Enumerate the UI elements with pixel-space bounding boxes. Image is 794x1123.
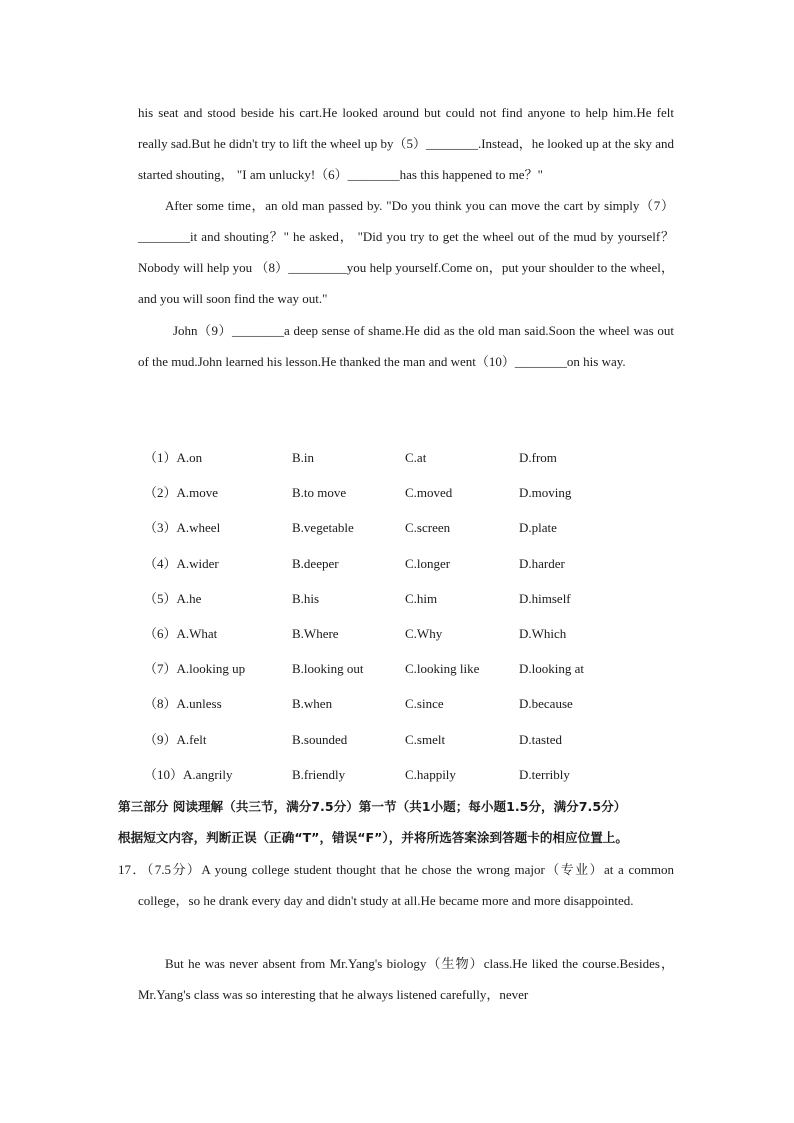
- option-a: （10）A.angrily: [144, 766, 233, 782]
- option-row-10: [144, 759, 664, 794]
- option-b: B.Where: [292, 625, 339, 641]
- option-row-5: [144, 583, 664, 618]
- option-row-4: [144, 548, 664, 583]
- option-c: C.longer: [405, 555, 451, 571]
- option-b: B.to move: [292, 485, 347, 501]
- option-b: B.looking out: [292, 661, 364, 677]
- option-b: B.friendly: [292, 766, 346, 782]
- option-d: D.tasted: [519, 731, 562, 747]
- option-b: B.sounded: [292, 731, 348, 747]
- question-17-paragraph-1: 17．（7.5分）A young college student thought that he chose the wrong major（专业）at a common college，so he drank every day and didn't study at all.He became more and more disappointed.: [118, 862, 674, 908]
- option-row-8: [144, 688, 664, 723]
- option-b: B.when: [292, 696, 333, 712]
- option-d: D.himself: [519, 590, 571, 606]
- option-c: C.moved: [405, 485, 453, 501]
- passage-paragraph-3: John（9）________a deep sense of shame.He did as the old man said.Soon the wheel was out of the mud.John learned his lesson.He thanked the man and went（10）________on his way.: [138, 323, 674, 369]
- option-c: C.happily: [405, 766, 456, 782]
- options-list: [144, 442, 664, 794]
- option-d: D.harder: [519, 555, 565, 571]
- option-d: D.from: [519, 450, 557, 465]
- option-d: D.moving: [519, 485, 572, 501]
- option-b: B.his: [292, 590, 320, 606]
- option-c: C.him: [405, 590, 438, 606]
- question-17-paragraph-2: But he was never absent from Mr.Yang's biology（生物）class.He liked the course.Besides，Mr.Yang's class was so interesting that he always listened carefully，never: [138, 956, 674, 1002]
- option-row-2: [144, 477, 664, 512]
- option-row-1: [144, 442, 664, 477]
- option-c: C.screen: [405, 520, 451, 536]
- option-c: C.Why: [405, 625, 443, 641]
- option-a: （1）A.on: [144, 450, 203, 465]
- option-a: （5）A.he: [144, 590, 202, 606]
- passage-paragraph-1: his seat and stood beside his cart.He looked around but could not find anyone to help him.He felt really sad.But he didn't try to lift the wheel up by（5）________.Instead，he looked up at the sky and started shouting， "I am unlucky!（6）________has this happened to me？": [138, 105, 674, 182]
- option-row-3: [144, 512, 664, 547]
- option-a: （2）A.move: [144, 485, 219, 501]
- option-b: B.deeper: [292, 555, 339, 571]
- option-c: C.smelt: [405, 731, 446, 747]
- option-d: D.looking at: [519, 661, 584, 677]
- option-d: D.terribly: [519, 766, 570, 782]
- option-a: （4）A.wider: [144, 555, 219, 571]
- section-heading: 第三部分 阅读理解（共三节，满分7.5分）第一节（共1小题；每小题1.5分，满分7.5分）: [118, 799, 627, 814]
- option-row-6: [144, 618, 664, 653]
- option-a: （7）A.looking up: [144, 661, 246, 677]
- option-a: （8）A.unless: [144, 696, 222, 712]
- option-b: B.vegetable: [292, 520, 354, 536]
- option-c: C.looking like: [405, 661, 480, 677]
- option-row-9: [144, 724, 664, 759]
- option-c: C.since: [405, 696, 444, 712]
- option-b: B.in: [292, 450, 315, 465]
- option-c: C.at: [405, 450, 427, 465]
- passage-paragraph-2: After some time，an old man passed by. "Do you think you can move the cart by simply（7）________it and shouting？" he asked， "Did you try to get the wheel out of the mud by yourself？Nobody will help you （8）_________you help yourself.Come on，put your shoulder to the wheel，and you will soon find the way out.": [138, 198, 674, 306]
- option-a: （3）A.wheel: [144, 520, 221, 536]
- option-d: D.plate: [519, 520, 557, 536]
- option-a: （6）A.What: [144, 625, 218, 641]
- option-a: （9）A.felt: [144, 731, 207, 747]
- section-instruction: 根据短文内容，判断正误（正确“T”，错误“F”），并将所选答案涂到答题卡的相应位置上。: [118, 830, 628, 845]
- option-d: D.because: [519, 696, 573, 712]
- option-row-7: [144, 653, 664, 688]
- option-d: D.Which: [519, 625, 567, 641]
